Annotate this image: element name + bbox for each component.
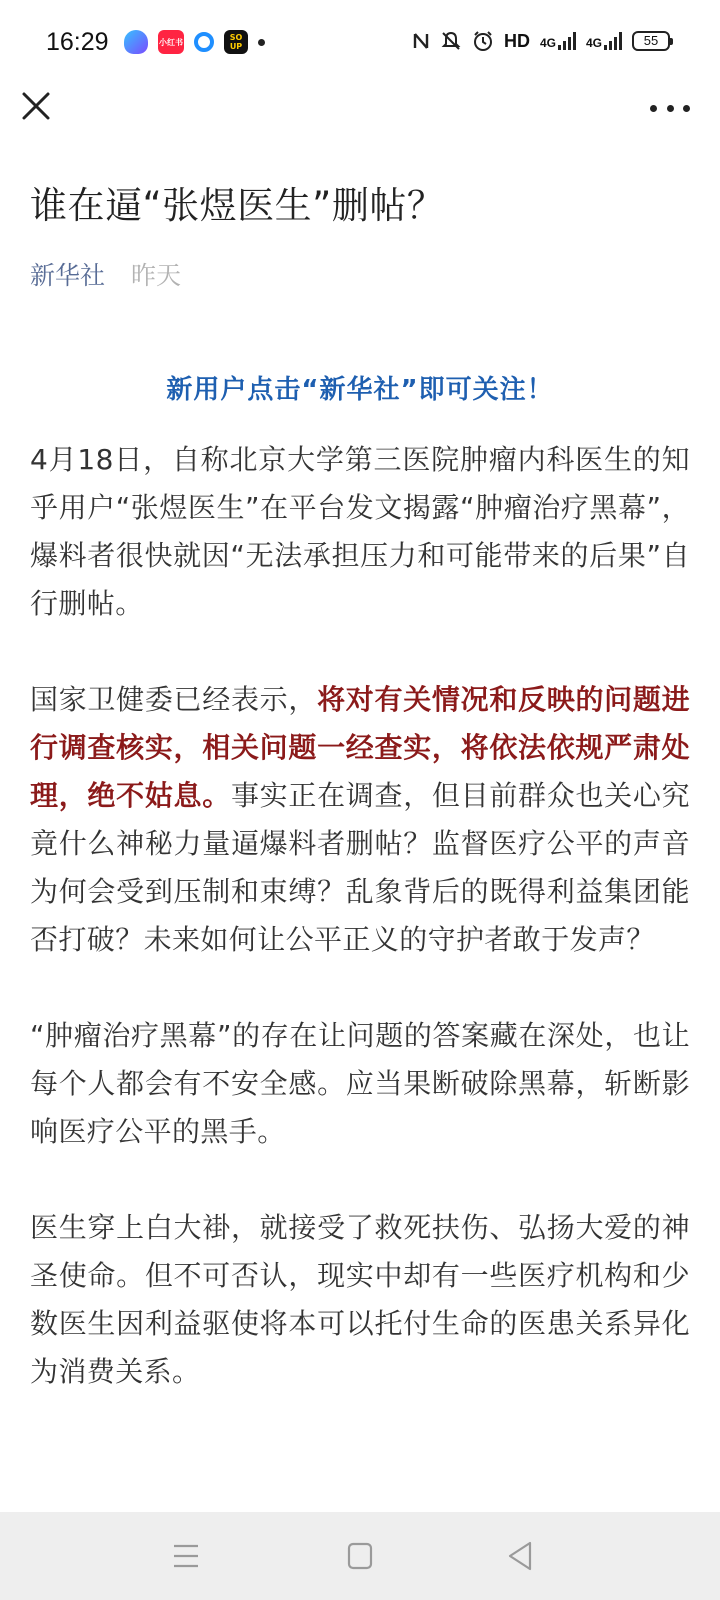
top-nav bbox=[0, 88, 720, 148]
more-notifications-dot bbox=[258, 39, 265, 46]
notification-icons bbox=[124, 30, 265, 54]
back-triangle-icon bbox=[500, 1538, 540, 1574]
paragraph-2-rest: 事实正在调查，但目前群众也关心究竟什么神秘力量逼爆料者删帖？监督医疗公平的声音为何会受到压制和束缚？乱象背后的既得利益集团能否打破？未来如何让公平正义的守护者敢于发声？ bbox=[30, 779, 690, 956]
alarm-icon bbox=[472, 30, 494, 52]
system-nav-bar bbox=[0, 1512, 720, 1600]
close-button[interactable] bbox=[18, 88, 58, 128]
follow-banner-text: 新用户点击“新华社”即可关注！ bbox=[166, 375, 554, 405]
home-button[interactable] bbox=[340, 1538, 380, 1574]
circle-app-icon bbox=[194, 32, 214, 52]
status-time: 16:29 bbox=[46, 28, 109, 56]
more-dot-icon bbox=[650, 105, 657, 112]
status-indicators bbox=[412, 30, 670, 52]
article-meta bbox=[30, 260, 690, 292]
signal-2 bbox=[586, 32, 622, 50]
menu-icon bbox=[166, 1538, 206, 1574]
battery-indicator: 55 bbox=[632, 31, 670, 51]
article-body bbox=[30, 436, 690, 1396]
article-paragraph-3: “肿瘤治疗黑幕”的存在让问题的答案藏在深处，也让每个人都会有不安全感。应当果断破除黑幕，斩断影响医疗公平的黑手。 bbox=[30, 1019, 690, 1148]
xiaohongshu-icon: 小红书 bbox=[158, 30, 184, 54]
article-paragraph-2 bbox=[30, 676, 690, 964]
back-button[interactable] bbox=[500, 1538, 540, 1574]
more-dot-icon bbox=[683, 105, 690, 112]
article-paragraph-1: 4月18日，自称北京大学第三医院肿瘤内科医生的知乎用户“张煜医生”在平台发文揭露“肿瘤治疗黑幕”，爆料者很快就因“无法承担压力和可能带来的后果”自行删帖。 bbox=[30, 443, 690, 620]
signal-bars-icon bbox=[604, 32, 622, 50]
status-bar bbox=[0, 0, 720, 88]
article-paragraph-4: 医生穿上白大褂，就接受了救死扶伤、弘扬大爱的神圣使命。但不可否认，现实中却有一些医疗机构和少数医生因利益驱使将本可以托付生命的医患关系异化为消费关系。 bbox=[30, 1211, 690, 1388]
paragraph-2-highlight: 将对有关情况和反映的问题进行调查核实，相关问题一经查实，将依法依规严肃处理，绝不姑息。 bbox=[30, 683, 690, 812]
menu-button[interactable] bbox=[166, 1538, 206, 1574]
hd-label: HD bbox=[503, 30, 530, 51]
more-button[interactable] bbox=[650, 98, 690, 118]
nfc-icon bbox=[412, 31, 430, 51]
article-date: 昨天 bbox=[130, 261, 181, 290]
article-title: 谁在逼“张煜医生”删帖？ bbox=[30, 184, 445, 227]
close-icon bbox=[18, 88, 58, 128]
soul-app-icon: SO UP bbox=[224, 30, 248, 54]
article bbox=[30, 180, 690, 1444]
mute-bell-icon bbox=[440, 30, 462, 52]
video-app-icon bbox=[124, 30, 148, 54]
more-dot-icon bbox=[667, 105, 674, 112]
signal-bars-icon bbox=[558, 32, 576, 50]
home-square-icon bbox=[340, 1538, 380, 1574]
follow-banner[interactable] bbox=[30, 368, 690, 412]
paragraph-2-intro: 国家卫健委已经表示， bbox=[30, 683, 318, 716]
signal-1 bbox=[540, 32, 576, 50]
signal-1-label: 4G bbox=[539, 36, 556, 50]
article-source-link[interactable]: 新华社 bbox=[30, 261, 106, 290]
signal-2-label: 4G bbox=[585, 36, 602, 50]
